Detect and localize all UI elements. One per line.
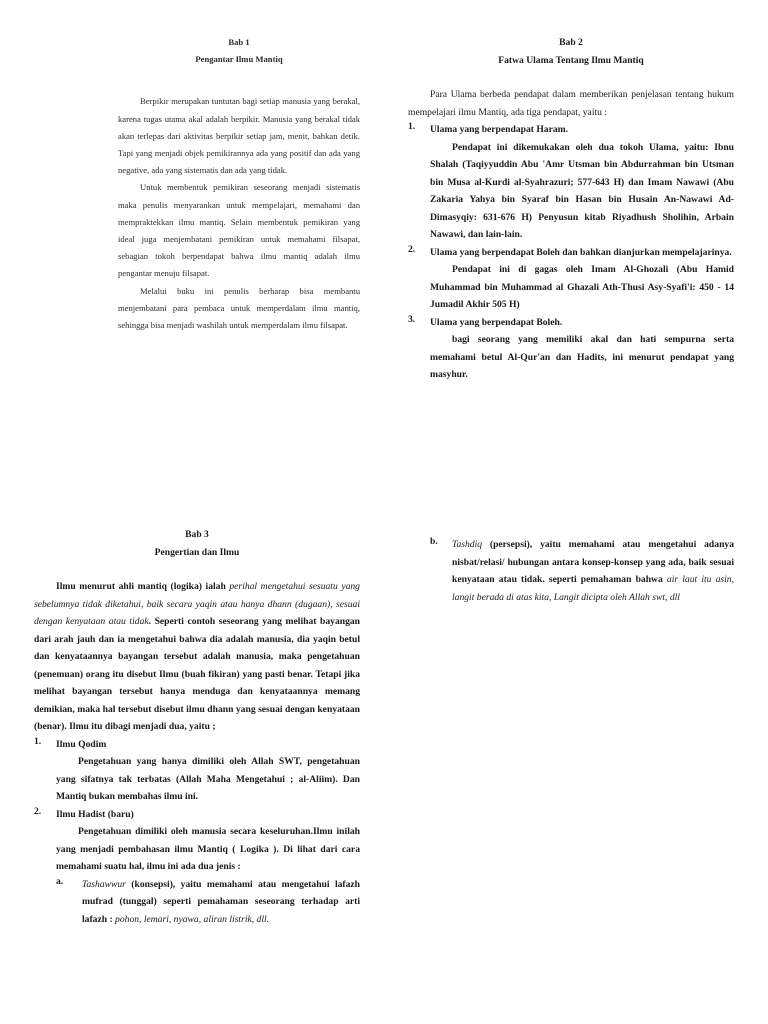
bab3-sublist-item-a [34,876,360,929]
bab3-continued-section [430,536,734,606]
bab1-paragraph-1: Berpikir merupakan tuntutan bagi setiap manusia yang berakal, karena tugas utama akal adalah berpikir. Manusia yang berakal tidak akan terlepas dari aktivitas berpikir setiap jam, menit, bahkan detik. Tapi yang menjadi objek pemikirannya ada yang positif dan ada yang negative, ada yang sistematis dan ada yang tidak. [118,96,360,176]
bab2-list-item-2 [408,244,734,262]
list-label: Ilmu Qodim [56,738,107,750]
sublist-example: air laut itu asin, langit berada di atas kita, Langit dicipta oleh Allah swt, dll [452,574,734,603]
bab3-intro [34,578,360,736]
bab1-paragraph-3: Melalui buku ini penulis berharap bisa membantu menjembatani para pembaca untuk memperdalam ilmu mantiq, sehingga bisa menjadi washilah untuk memperdalam ilmu filsapat. [118,285,360,331]
sublist-letter: a. [56,875,64,887]
list-label: Ilmu Hadist (baru) [56,808,134,820]
list-number: 1. [408,121,416,132]
sublist-text [82,876,360,929]
list-body: bagi seorang yang memiliki akal dan hati sempurna serta memahami betul Al-Qur'an dan Hadits, ini menurut pendapat yang masyhur. [430,334,734,380]
sublist-description: (konsepsi), yaitu memahami atau mengetahui lafazh mufrad (tunggal) seperti pemahaman seseorang terhadap arti lafazh : [82,878,360,925]
list-label: Ulama yang berpendapat Boleh dan bahkan dianjurkan mempelajarinya. [430,246,732,258]
bab2-section [408,34,734,384]
list-number: 1. [34,735,42,747]
sublist-text [452,536,734,606]
term-tashdiq: Tashdiq [452,539,483,550]
list-body: Pendapat ini di gagas oleh Imam Al-Ghozali (Abu Hamid Muhammad bin Muhammad al Ghazali Ath-Thusi Asy-Syafi'i: 450 - 14 Jumadil Akhir 505 H) [430,264,734,310]
bab1-title: Pengantar Ilmu Mantiq [195,54,283,65]
list-label: Ulama yang berpendapat Boleh. [430,316,563,328]
bab2-intro: Para Ulama berbeda pendapat dalam memberikan penjelasan tentang hukum mempelajari ilmu Mantiq, ada tiga pendapat, yaitu : [408,89,734,118]
bab2-title: Fatwa Ulama Tentang Ilmu Mantiq [498,54,644,66]
sublist-description: (persepsi), yaitu memahami atau mengetahui adanya nisbat/relasi/ hubungan antara konsep-konsep yang ada, baik sesuai kenyataan atau tidak. seperti pemahaman bahwa [452,539,734,585]
list-number: 2. [408,243,416,255]
bab2-list-item-1 [408,121,734,139]
bab2-list-item-3 [408,314,734,332]
bab3-intro-definition: perihal mengetahui sesuatu yang sebelumnya tidak diketahui, baik secara yaqin atau hanya dhann (dugaan), sesuai dengan kenyataan atau tidak [34,581,360,627]
bab1-section [118,34,360,334]
list-number: 3. [408,313,416,325]
bab3-list-item-1 [34,736,360,754]
bab3-list-item-2 [34,806,360,824]
list-number: 2. [34,805,42,817]
list-body: Pengetahuan dimiliki oleh manusia secara keseluruhan.Ilmu inilah yang menjadi pembahasan ilmu Mantiq ( Logika ). Di lihat dari cara memahami suatu hal, ilmu ini ada dua jenis : [56,826,360,872]
term-tashawwur: Tashawwur [82,878,126,890]
list-body: Pendapat ini dikemukakan oleh dua tokoh Ulama, yaitu: Ibnu Shalah (Taqiyyuddin Abu 'Amr Utsman bin Abdurrahman bin Utsman bin Musa al-Kurdi al-Syahrazuri; 577-643 H) dan Imam Nawawi (Abu Zakaria Yahya bin Syaraf bin Hasan bin Husain An-Nawawi Ad-Dimasyqiy: 631-676 H) Penyusun kitab Riyadhush Sholihin, Arbain Nawawi, dan lain-lain. [430,141,734,240]
bab3-intro-lead: Ilmu menurut ahli mantiq (logika) ialah [56,581,230,592]
bab3-chapter: Bab 3 [185,529,209,540]
bab2-chapter: Bab 2 [559,37,583,48]
list-body: Pengetahuan yang hanya dimiliki oleh Allah SWT, pengetahuan yang sifatnya tak terbatas (Allah Maha Mengetahui ; al-Aliim). Dan Mantiq bukan membahas ilmu ini. [56,756,360,802]
sublist-letter: b. [430,536,438,547]
bab1-paragraph-2: Untuk membentuk pemikiran seseorang menjadi sistematis maka penulis menyarankan untuk mempelajari, memahami dan mempraktekkan ilmu mantiq. Selain membentuk pemikiran yang ideal juga menjembatani pemikiran untuk memahami filsapat, sebagian tokoh berpendapat bahwa ilmu mantiq adalah ilmu pengantar menuju filsapat. [118,182,360,279]
bab3-sublist-item-b [430,536,734,606]
bab3-intro-rest: . Seperti contoh seseorang yang melihat bayangan dari arah jauh dan ia mengetahui bahwa dia adalah manusia, dia yaqin betul dan kenyataannya bayangan tersebut adalah manusia, maka pengetahuan (penemuan) orang itu disebut Ilmu (buah fikiran) yang pasti benar. Tetapi jika melihat bayangan tersebut hanya menduga dan kenyataannya memang demikian, maka hal tersebut disebut ilmu dhann yang sesuai dengan kenyataan (benar). Ilmu itu dibagi menjadi dua, yaitu ; [34,616,361,732]
bab3-section [34,526,360,928]
sublist-example: pohon, lemari, nyawa, aliran listrik, dll. [115,913,270,925]
bab1-chapter: Bab 1 [228,37,250,47]
list-label: Ulama yang berpendapat Haram. [430,124,569,135]
bab3-title: Pengertian dan Ilmu [154,546,240,558]
